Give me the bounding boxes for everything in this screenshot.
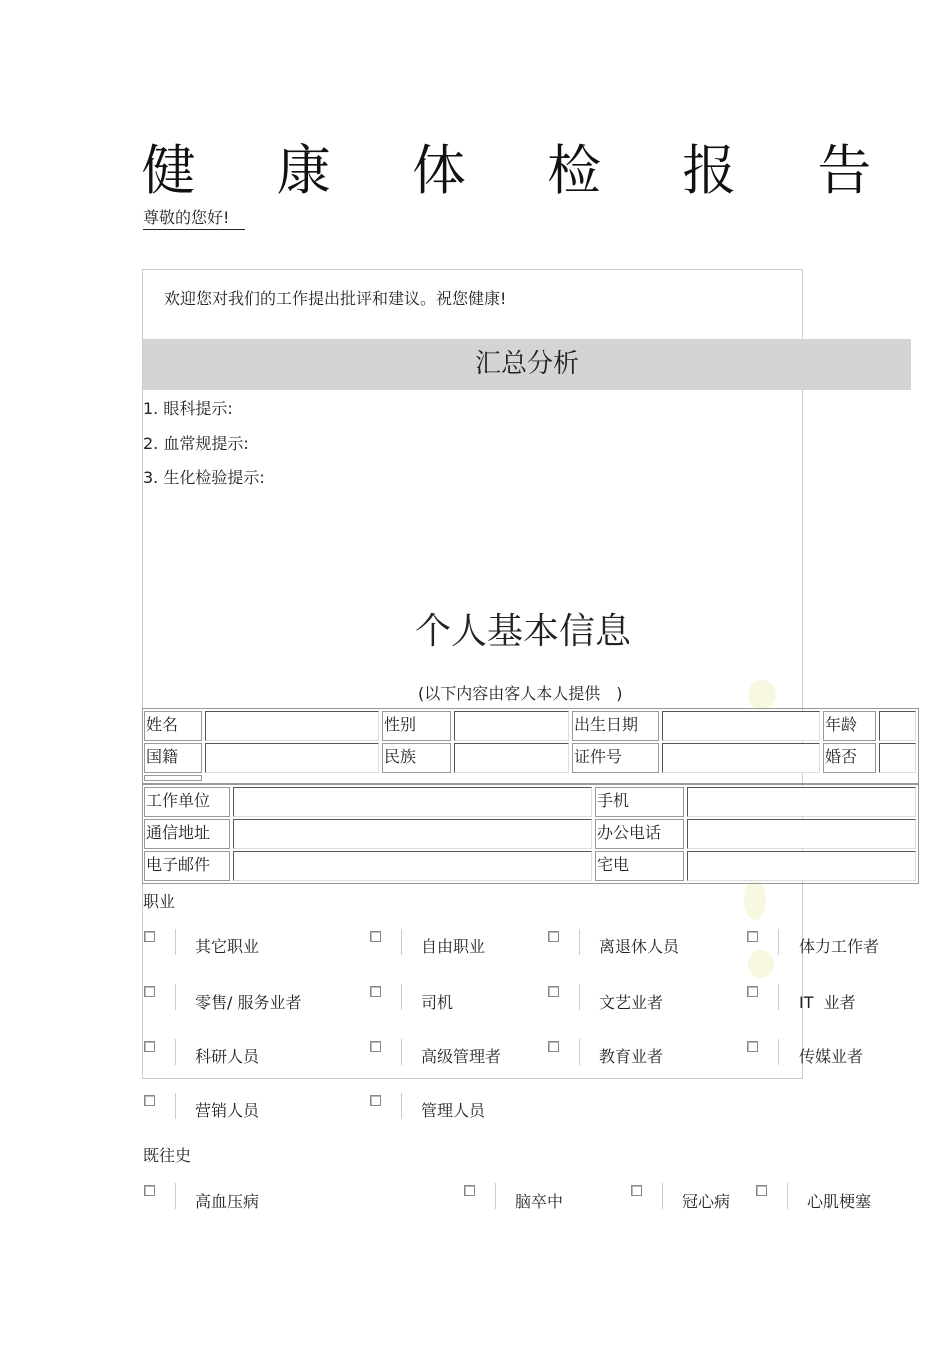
- basic-info-table: [142, 708, 919, 784]
- option-label: 司机: [421, 993, 454, 1012]
- checkbox[interactable]: [144, 1041, 155, 1052]
- option-label: 文艺业者: [599, 993, 664, 1012]
- label-address: 通信地址: [144, 819, 230, 849]
- divider: [662, 1183, 663, 1209]
- content-frame: [142, 269, 803, 1079]
- option-label: 心肌梗塞: [807, 1192, 872, 1211]
- input-gender[interactable]: [454, 711, 569, 741]
- option-label: 高级管理者: [421, 1047, 502, 1066]
- tip-eye: 1. 眼科提示:: [143, 399, 233, 418]
- option-label: 科研人员: [195, 1047, 260, 1066]
- input-ethnicity[interactable]: [454, 743, 569, 773]
- checkbox[interactable]: [548, 1041, 559, 1052]
- divider: [175, 1039, 176, 1065]
- divider: [175, 1183, 176, 1209]
- label-marital: 婚否: [823, 743, 876, 773]
- label-email: 电子邮件: [144, 851, 230, 881]
- checkbox[interactable]: [747, 931, 758, 942]
- divider: [778, 929, 779, 955]
- divider: [175, 984, 176, 1010]
- input-name[interactable]: [205, 711, 379, 741]
- table-spacer: [144, 775, 202, 781]
- checkbox[interactable]: [144, 1095, 155, 1106]
- option-label: IT 业者: [799, 993, 856, 1012]
- divider: [778, 984, 779, 1010]
- checkbox[interactable]: [144, 1185, 155, 1196]
- input-address[interactable]: [233, 819, 592, 849]
- label-age: 年龄: [823, 711, 876, 741]
- input-age[interactable]: [879, 711, 916, 741]
- divider: [401, 1093, 402, 1119]
- checkbox[interactable]: [370, 986, 381, 997]
- option-label: 教育业者: [599, 1047, 664, 1066]
- personal-info-heading: 个人基本信息: [415, 611, 632, 652]
- divider: [579, 984, 580, 1010]
- input-home-phone[interactable]: [687, 851, 916, 881]
- option-label: 管理人员: [421, 1101, 486, 1120]
- tip-blood: 2. 血常规提示:: [143, 434, 249, 453]
- divider: [495, 1183, 496, 1209]
- personal-info-note: (以下内容由客人本人提供 ): [418, 684, 623, 703]
- input-office-phone[interactable]: [687, 819, 916, 849]
- occupation-label: 职业: [143, 892, 176, 911]
- history-label: 既往史: [143, 1146, 192, 1165]
- checkbox[interactable]: [548, 931, 559, 942]
- label-birth: 出生日期: [572, 711, 659, 741]
- input-work-unit[interactable]: [233, 787, 592, 817]
- input-nationality[interactable]: [205, 743, 379, 773]
- option-label: 离退休人员: [599, 937, 680, 956]
- divider: [579, 1039, 580, 1065]
- option-label: 零售/ 服务业者: [195, 993, 302, 1012]
- divider: [401, 929, 402, 955]
- input-birth[interactable]: [662, 711, 820, 741]
- welcome-text: 欢迎您对我们的工作提出批评和建议。祝您健康!: [164, 289, 507, 308]
- option-label: 其它职业: [195, 937, 260, 956]
- summary-heading: 汇总分析: [143, 339, 911, 390]
- input-mobile[interactable]: [687, 787, 916, 817]
- checkbox[interactable]: [144, 986, 155, 997]
- divider: [175, 929, 176, 955]
- greeting: 尊敬的您好!: [143, 205, 245, 230]
- option-label: 高血压病: [195, 1192, 260, 1211]
- input-id-no[interactable]: [662, 743, 820, 773]
- divider: [401, 1039, 402, 1065]
- input-marital[interactable]: [879, 743, 916, 773]
- label-office-phone: 办公电话: [595, 819, 684, 849]
- label-gender: 性别: [382, 711, 451, 741]
- checkbox[interactable]: [144, 931, 155, 942]
- contact-info-table: [142, 784, 919, 884]
- label-ethnicity: 民族: [382, 743, 451, 773]
- checkbox[interactable]: [370, 931, 381, 942]
- tip-biochem: 3. 生化检验提示:: [143, 468, 265, 487]
- checkbox[interactable]: [747, 1041, 758, 1052]
- checkbox[interactable]: [370, 1041, 381, 1052]
- divider: [787, 1183, 788, 1209]
- label-home-phone: 宅电: [595, 851, 684, 881]
- checkbox[interactable]: [370, 1095, 381, 1106]
- checkbox[interactable]: [548, 986, 559, 997]
- option-label: 传媒业者: [799, 1047, 864, 1066]
- option-label: 冠心病: [682, 1192, 731, 1211]
- divider: [579, 929, 580, 955]
- checkbox[interactable]: [631, 1185, 642, 1196]
- checkbox[interactable]: [756, 1185, 767, 1196]
- option-label: 自由职业: [421, 937, 486, 956]
- divider: [175, 1093, 176, 1119]
- checkbox[interactable]: [464, 1185, 475, 1196]
- input-email[interactable]: [233, 851, 592, 881]
- option-label: 脑卒中: [515, 1192, 564, 1211]
- label-nationality: 国籍: [144, 743, 202, 773]
- divider: [401, 984, 402, 1010]
- option-label: 体力工作者: [799, 937, 880, 956]
- label-mobile: 手机: [595, 787, 684, 817]
- checkbox[interactable]: [747, 986, 758, 997]
- label-work-unit: 工作单位: [144, 787, 230, 817]
- label-id-no: 证件号: [572, 743, 659, 773]
- page-title: 健 康 体 检 报 告: [141, 139, 904, 202]
- option-label: 营销人员: [195, 1101, 260, 1120]
- divider: [778, 1039, 779, 1065]
- label-name: 姓名: [144, 711, 202, 741]
